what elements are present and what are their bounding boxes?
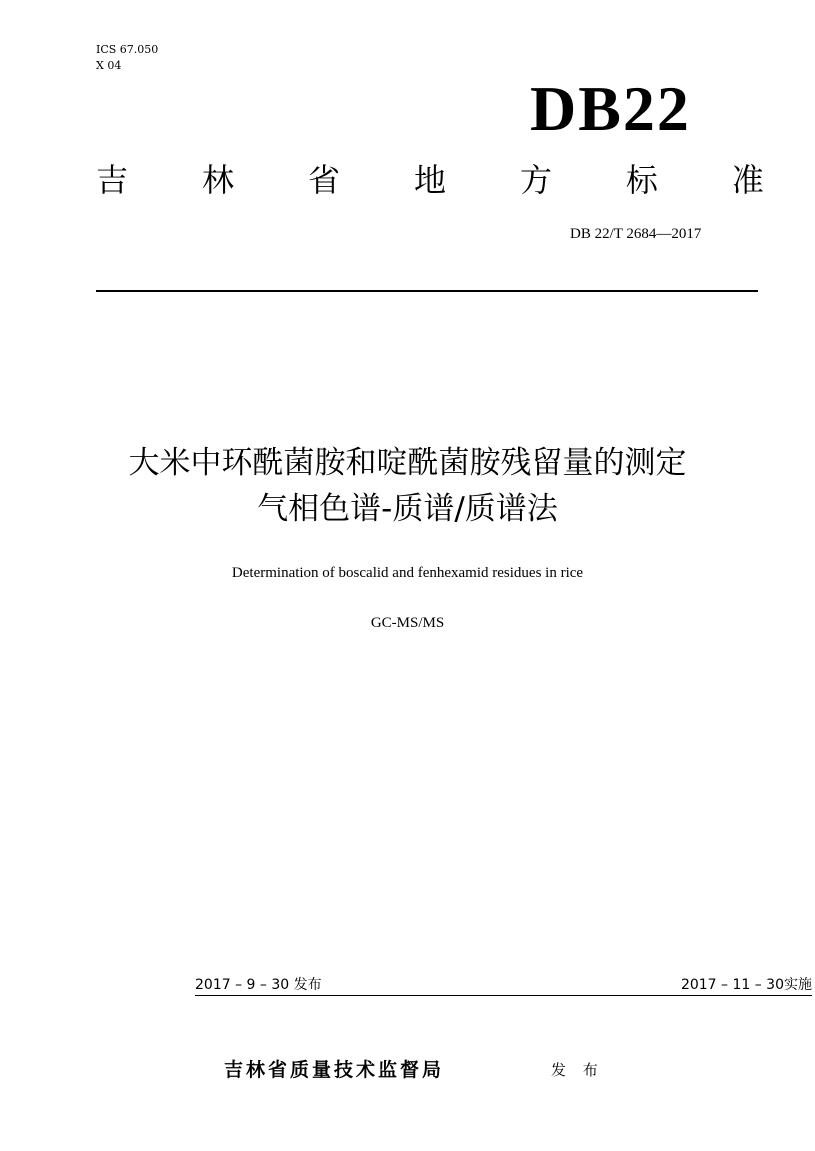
footer-divider [195, 995, 812, 996]
chinese-title [0, 440, 815, 532]
english-title: Determination of boscalid and fenhexamid residues in rice [231, 565, 584, 581]
standard-type-char: 省 [307, 161, 340, 199]
db-logo: DB22 [530, 73, 691, 144]
standard-type-char: 准 [731, 161, 764, 199]
classification-codes [96, 42, 158, 74]
issue-date: 2017 – 9 – 30 发布 [195, 977, 322, 993]
ics-code: ICS 67.050 [96, 43, 159, 56]
issuing-authority: 吉林省质量技术监督局 [224, 1059, 445, 1081]
class-code: X 04 [96, 59, 122, 72]
standard-type-heading [96, 160, 764, 200]
chinese-title-line-2: 气相色谱-质谱/质谱法 [257, 491, 558, 527]
standard-type-char: 标 [625, 161, 658, 199]
standard-type-char: 林 [201, 161, 234, 199]
header-divider [96, 290, 758, 292]
chinese-title-line-1: 大米中环酰菌胺和啶酰菌胺残留量的测定 [128, 445, 687, 481]
standard-type-char: 吉 [96, 161, 129, 199]
implementation-date: 2017 – 11 – 30实施 [680, 977, 812, 993]
standard-number: DB 22/T 2684—2017 [570, 226, 702, 242]
issue-label: 发 布 [551, 1061, 604, 1079]
english-method: GC-MS/MS [370, 615, 445, 631]
standard-type-char: 方 [519, 161, 552, 199]
standard-type-char: 地 [413, 161, 446, 199]
